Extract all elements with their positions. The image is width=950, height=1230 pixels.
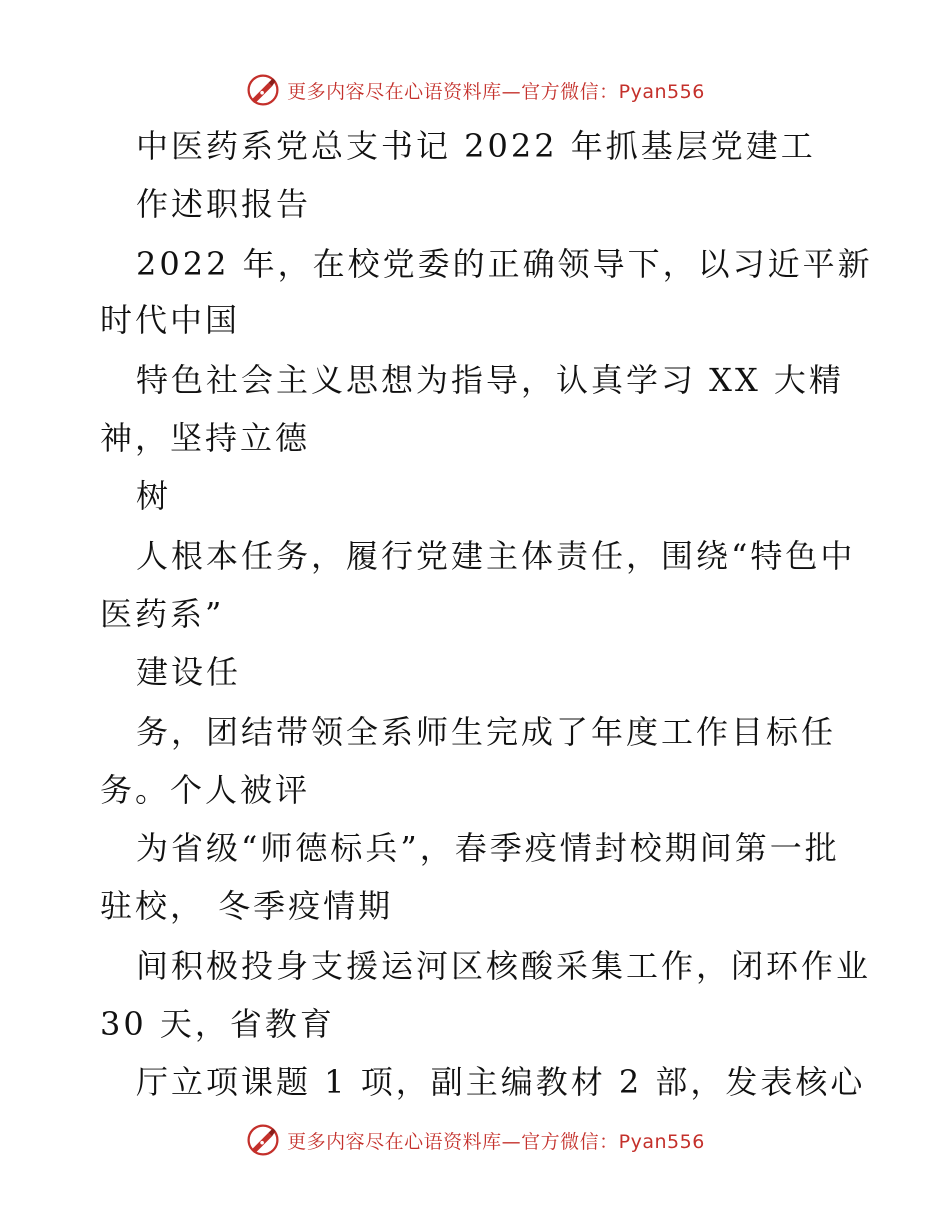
watermark-banner-top [0, 72, 950, 108]
watermark-text-top: 更多内容尽在心语资料库—官方微信：Pyan556 [287, 80, 705, 103]
watermark-banner-bottom [0, 1122, 950, 1158]
paragraph-line: 厅立项课题 1 项，副主编教材 2 部，发表核心 [136, 1063, 866, 1101]
pen-nib-logo-icon [245, 72, 281, 108]
paragraph-line: 驻校， 冬季疫情期 [100, 887, 394, 925]
paragraph-line: 务。个人被评 [100, 771, 311, 809]
paragraph-line: 人根本任务，履行党建主体责任，围绕“特色中 [136, 537, 856, 575]
pen-nib-logo-icon [245, 1122, 281, 1158]
paragraph-line: 务，团结带领全系师生完成了年度工作目标任 [136, 713, 837, 751]
paragraph-line: 时代中国 [100, 301, 241, 339]
title-line-2: 作述职报告 [136, 185, 312, 223]
paragraph-line: 2022 年，在校党委的正确领导下，以习近平新 [136, 245, 873, 283]
paragraph-line: 为省级“师德标兵”，春季疫情封校期间第一批 [136, 829, 840, 867]
paragraph-line: 神，坚持立德 [100, 419, 311, 457]
paragraph-line: 30 天，省教育 [100, 1005, 335, 1043]
title-line-1: 中医药系党总支书记 2022 年抓基层党建工 [136, 127, 816, 165]
watermark-text-bottom: 更多内容尽在心语资料库—官方微信：Pyan556 [287, 1130, 705, 1153]
paragraph-line: 树 [136, 477, 172, 515]
paragraph-line: 建设任 [136, 653, 242, 691]
paragraph-line: 特色社会主义思想为指导，认真学习 XX 大精 [136, 361, 844, 399]
paragraph-line: 医药系” [100, 595, 225, 633]
paragraph-line: 间积极投身支援运河区核酸采集工作，闭环作业 [136, 947, 872, 985]
